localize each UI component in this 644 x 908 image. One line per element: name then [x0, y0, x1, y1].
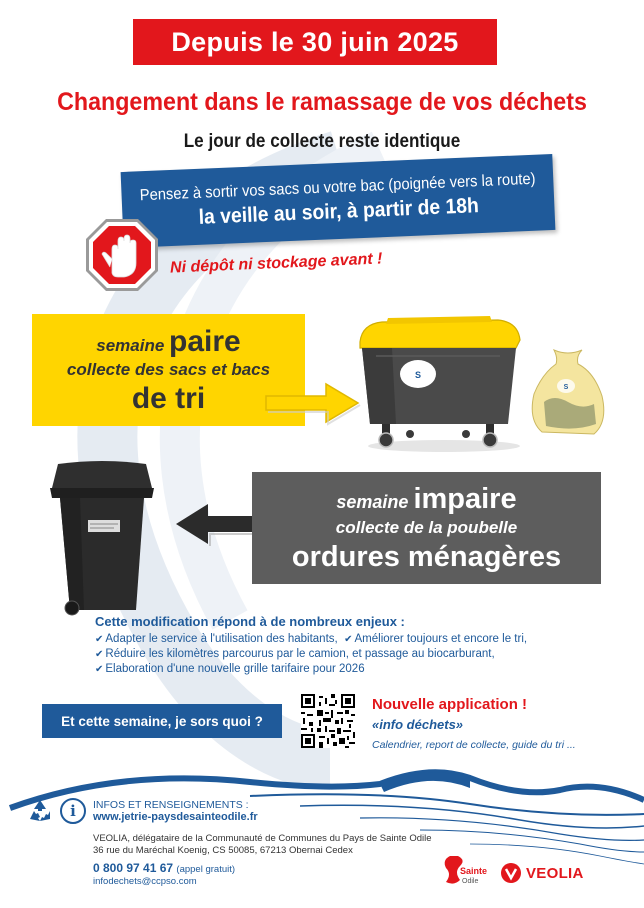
enjeux-section [95, 614, 595, 678]
page-title: Changement dans le ramassage de vos déchets [57, 88, 587, 116]
even-week-line-2: collecte des sacs et bacs [66, 359, 271, 379]
veolia-logo-text: VEOLIA [526, 864, 584, 882]
qr-code-icon[interactable] [301, 694, 355, 748]
this-week-button[interactable]: Et cette semaine, je sors quoi ? [42, 704, 282, 738]
website-link[interactable]: www.jetrie-paysdesainteodile.fr [93, 811, 258, 823]
odd-week-line-2: collecte de la poubelle [335, 517, 518, 537]
enjeux-item: Adapter le service à l'utilisation des habitants, [105, 633, 338, 645]
date-banner: Depuis le 30 juin 2025 [133, 19, 497, 65]
app-title: Nouvelle application ! [372, 696, 528, 713]
veolia-mark-icon [500, 862, 522, 884]
enjeux-item: Réduire les kilomètres parcourus par le camion, et passage au biocarburant, [105, 648, 495, 660]
veolia-delegation-text: VEOLIA, délégataire de la Communauté de Communes du Pays de Sainte Odile [93, 833, 432, 844]
sainte-odile-logo [440, 852, 488, 888]
enjeux-item: Elaboration d'une nouvelle grille tarifaire pour 2026 [105, 663, 365, 675]
veolia-logo [500, 862, 584, 884]
sorting-bin-icon [352, 312, 524, 454]
odd-week-box [252, 472, 601, 584]
odd-week-emphasis: impaire [413, 482, 517, 515]
enjeux-line [95, 648, 595, 660]
phone-note: (appel gratuit) [176, 864, 236, 875]
app-description: Calendrier, report de collecte, guide du tri ... [372, 739, 576, 751]
infos-label: INFOS ET RENSEIGNEMENTS : [93, 799, 249, 811]
odd-week-line-3: ordures ménagères [291, 540, 562, 573]
enjeux-line [95, 663, 595, 675]
even-week-emphasis: paire [169, 324, 241, 358]
sorting-bag-icon [524, 346, 610, 438]
phone-value: 0 800 97 41 67 [93, 861, 174, 875]
arrow-right-icon [262, 378, 362, 428]
reminder-line-2: la veille au soir, à partir de 18h [197, 193, 479, 229]
reminder-banner [121, 154, 556, 248]
info-icon: i [60, 798, 86, 824]
odd-week-prefix: semaine [336, 491, 409, 512]
even-week-line-3: de tri [131, 381, 206, 415]
svg-text:Sainte: Sainte [460, 866, 488, 876]
check-icon: ✔ [344, 634, 353, 645]
phone-number[interactable] [93, 861, 235, 875]
page-subtitle: Le jour de collecte reste identique [183, 131, 461, 152]
even-week-prefix: semaine [96, 335, 165, 355]
check-icon: ✔ [95, 634, 104, 645]
veolia-address-text: 36 rue du Maréchal Koenig, CS 50085, 67213 Obernai Cedex [93, 845, 353, 856]
enjeux-line [95, 633, 595, 645]
check-icon: ✔ [95, 649, 104, 660]
no-deposit-warning: Ni dépôt ni stockage avant ! [169, 250, 383, 277]
svg-text:Odile: Odile [462, 878, 479, 885]
email-link[interactable]: infodechets@ccpso.com [93, 876, 197, 887]
app-name: «info déchets» [372, 717, 464, 732]
svg-text:S: S [563, 384, 569, 391]
household-bin-icon [44, 458, 160, 618]
reminder-line-1: Pensez à sortir vos sacs ou votre bac (poignée vers la route) [139, 170, 536, 204]
check-icon: ✔ [95, 664, 104, 675]
stop-hand-icon [82, 215, 162, 295]
enjeux-title: Cette modification répond à de nombreux enjeux : [95, 614, 405, 629]
enjeux-item: Améliorer toujours et encore le tri, [354, 633, 528, 645]
recycle-icon [26, 797, 54, 825]
svg-text:S: S [414, 370, 422, 380]
